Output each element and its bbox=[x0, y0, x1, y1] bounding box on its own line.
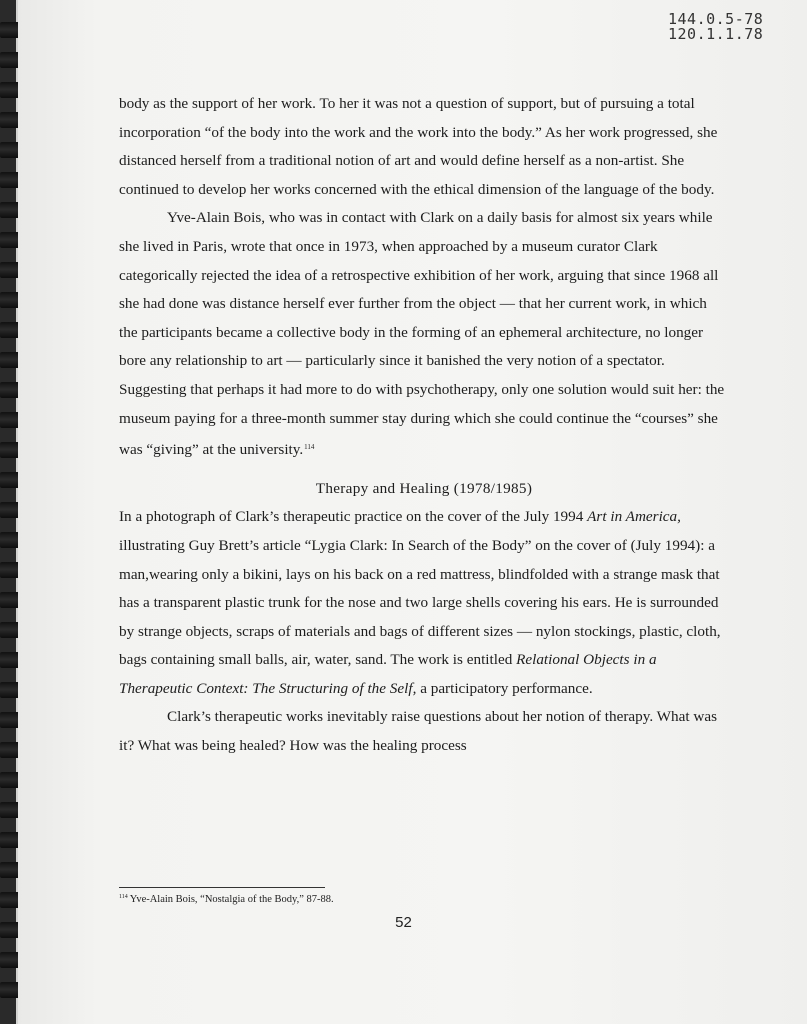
paragraph-3 bbox=[119, 503, 729, 703]
section-heading: Therapy and Healing (1978/1985) bbox=[315, 479, 533, 497]
paragraph-4: Clark’s therapeutic works inevitably raise questions about her notion of therapy. What was it? What was being healed? How was the healing process bbox=[119, 708, 717, 755]
magazine-title: Art in America, bbox=[587, 508, 681, 526]
handwritten-annotation bbox=[668, 12, 788, 42]
paragraph-2-text: Yve-Alain Bois, who was in contact with Clark on a daily basis for almost six years while she lived in Paris, wrote that once in 1973, when approached by a museum curator Clark categorically rejected the idea of a retrospective exhibition of her work, arguing that since 1968 all she had done was distance herself ever further from the object — that her current work, in which the participants became a collective body in the forming of an ephemeral architecture, no longer bore any relationship to art — particularly since it banished the very notion of a spectator. Suggesting that perhaps it had more to do with psychotherapy, only one solution would suit her: the museum paying for a three-month summer stay during which she could continue the “courses” she was “giving” at the university. bbox=[119, 209, 725, 459]
footnote-text: Yve-Alain Bois, “Nostalgia of the Body,” 87-88. bbox=[129, 894, 334, 905]
body-text bbox=[119, 90, 729, 761]
annotation-line-2: 120.1.1.78 bbox=[668, 25, 764, 43]
paragraph-3-part-2: illustrating Guy Brett’s article “Lygia Clark: In Search of the Body” on the cover of (July 1994): a man,wearing only a bikini, lays on his back on a red mattress, blindfolded with a strange mask that has a transparent plastic trunk for the nose and two large shells covering his ears. He is surrounded by strange objects, scraps of materials and bags of different sizes — nylon stockings, plastic, cloth, bags containing small balls, air, water, sand. The work is entitled bbox=[119, 536, 721, 669]
footnote-marker: 114 bbox=[119, 894, 128, 900]
work-title: Relational Objects in a Therapeutic Context: The Structuring of the Self, bbox=[119, 651, 657, 697]
annotation-line-1: 144.0.5-78 bbox=[668, 10, 764, 28]
footnote-divider bbox=[119, 887, 325, 888]
paragraph-1: body as the support of her work. To her it was not a question of support, but of pursuing a total incorporation “of the body into the work and the work into the body.” As her work progressed, she distanced herself from a traditional notion of art and would define herself as a non-artist. She continued to develop her works concerned with the ethical dimension of the language of the body. bbox=[119, 95, 718, 198]
paragraph-2 bbox=[119, 204, 729, 464]
page-number: 52 bbox=[395, 914, 412, 931]
paragraph-3-part-1: In a photograph of Clark’s therapeutic practice on the cover of the July 1994 bbox=[119, 508, 588, 526]
footnote-reference: 114 bbox=[304, 443, 315, 452]
footnote bbox=[119, 891, 719, 906]
paragraph-3-part-3: a participatory performance. bbox=[416, 679, 593, 697]
